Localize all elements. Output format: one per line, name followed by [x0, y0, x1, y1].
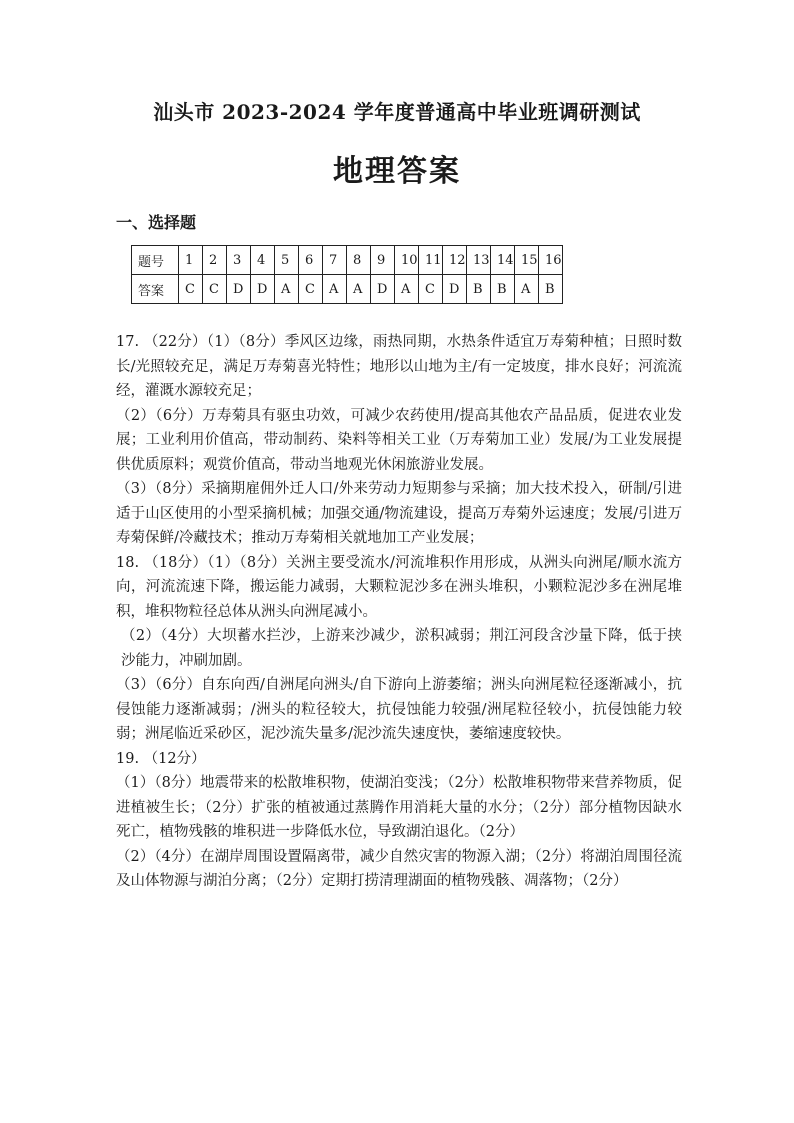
- answer-cell: D: [251, 275, 275, 304]
- answer-body: [116, 330, 682, 894]
- row-label-number: 题号: [132, 246, 179, 275]
- page-subtitle: 地理答案: [333, 154, 461, 189]
- question-number: 12: [443, 246, 467, 275]
- answer-paragraph-18-3: （3）（6分）自东向西/自洲尾向洲头/自下游向上游萎缩；洲头向洲尾粒径逐渐减小，抗侵蚀能力逐渐减弱；/洲头的粒径较大，抗侵蚀能力较强/洲尾粒径较小，抗侵蚀能力较弱；洲尾临近采砂区，泥沙流失量多/泥沙流失速度快，萎缩速度较快。: [116, 677, 682, 742]
- answer-cell: D: [371, 275, 395, 304]
- question-number: 9: [371, 246, 395, 275]
- question-number: 16: [539, 246, 563, 275]
- section-heading-choice: 一、选择题: [116, 213, 197, 232]
- answer-paragraph-17-1: 17. （22分）（1）（8分）季风区边缘，雨热同期，水热条件适宜万寿菊种植；日照时数长/光照较充足，满足万寿菊喜光特性；地形以山地为主/有一定坡度，排水良好；河流流经，灌溉水源较充足；: [116, 334, 682, 399]
- answer-cell: B: [467, 275, 491, 304]
- page-title: 汕头市 2023-2024 学年度普通高中毕业班调研测试: [153, 100, 641, 124]
- answer-paragraph-19-2: （2）（4分）在湖岸周围设置隔离带，减少自然灾害的物源入湖；（2分）将湖泊周围径流及山体物源与湖泊分离；（2分）定期打捞清理湖面的植物残骸、凋落物；（2分）: [116, 848, 682, 889]
- question-number: 6: [299, 246, 323, 275]
- answer-cell: A: [515, 275, 539, 304]
- question-number: 14: [491, 246, 515, 275]
- answer-paragraph-18-1: 18. （18分）（1）（8分）关洲主要受流水/河流堆积作用形成，从洲头向洲尾/顺水流方向，河流流速下降，搬运能力减弱，大颗粒泥沙多在洲头堆积，小颗粒泥沙多在洲尾堆积，堆积物粒径总体从洲头向洲尾减小。: [116, 554, 682, 620]
- answer-paragraph-18-2: （2）（4分）大坝蓄水拦沙，上游来沙减少，淤积减弱；荆江河段含沙量下降，低于挟沙能力，冲刷加剧。: [121, 628, 682, 669]
- answer-cell: C: [419, 275, 443, 304]
- answer-cell: A: [347, 275, 371, 304]
- answer-cell: D: [443, 275, 467, 304]
- answer-cell: C: [203, 275, 227, 304]
- answer-cell: B: [539, 275, 563, 304]
- answer-paragraph-17-2: （2）（6分）万寿菊具有驱虫功效，可减少农药使用/提高其他农产品品质，促进农业发展；工业利用价值高，带动制药、染料等相关工业（万寿菊加工业）发展/为工业发展提供优质原料；观赏价值高，带动当地观光休闲旅游业发展。: [116, 407, 682, 473]
- answer-cell: C: [179, 275, 203, 304]
- question-number: 8: [347, 246, 371, 275]
- table-row-numbers: [132, 246, 563, 275]
- question-number: 13: [467, 246, 491, 275]
- answer-table: [131, 245, 563, 304]
- question-number: 10: [395, 246, 419, 275]
- answer-cell: A: [395, 275, 419, 304]
- question-number: 7: [323, 246, 347, 275]
- answer-cell: C: [299, 275, 323, 304]
- question-number: 4: [251, 246, 275, 275]
- answer-cell: B: [491, 275, 515, 304]
- answer-paragraph-19-header: 19. （12分）: [116, 750, 206, 767]
- row-label-answer: 答案: [132, 275, 179, 304]
- answer-paragraph-19-1: （1）（8分）地震带来的松散堆积物，使湖泊变浅；（2分）松散堆积物带来营养物质，促进植被生长；（2分）扩张的植被通过蒸腾作用消耗大量的水分；（2分）部分植物因缺水死亡，植物残骸的堆积进一步降低水位，导致湖泊退化。（2分）: [116, 775, 682, 840]
- question-number: 2: [203, 246, 227, 275]
- answer-cell: A: [323, 275, 347, 304]
- question-number: 1: [179, 246, 203, 275]
- answer-cell: A: [275, 275, 299, 304]
- answer-cell: D: [227, 275, 251, 304]
- question-number: 15: [515, 246, 539, 275]
- question-number: 5: [275, 246, 299, 275]
- question-number: 11: [419, 246, 443, 275]
- question-number: 3: [227, 246, 251, 275]
- table-row-answers: [132, 275, 563, 304]
- answer-paragraph-17-3: （3）（8分）采摘期雇佣外迁人口/外来劳动力短期参与采摘；加大技术投入，研制/引进适于山区使用的小型采摘机械；加强交通/物流建设，提高万寿菊外运速度；发展/引进万寿菊保鲜/冷藏技术；推动万寿菊相关就地加工产业发展；: [116, 481, 682, 546]
